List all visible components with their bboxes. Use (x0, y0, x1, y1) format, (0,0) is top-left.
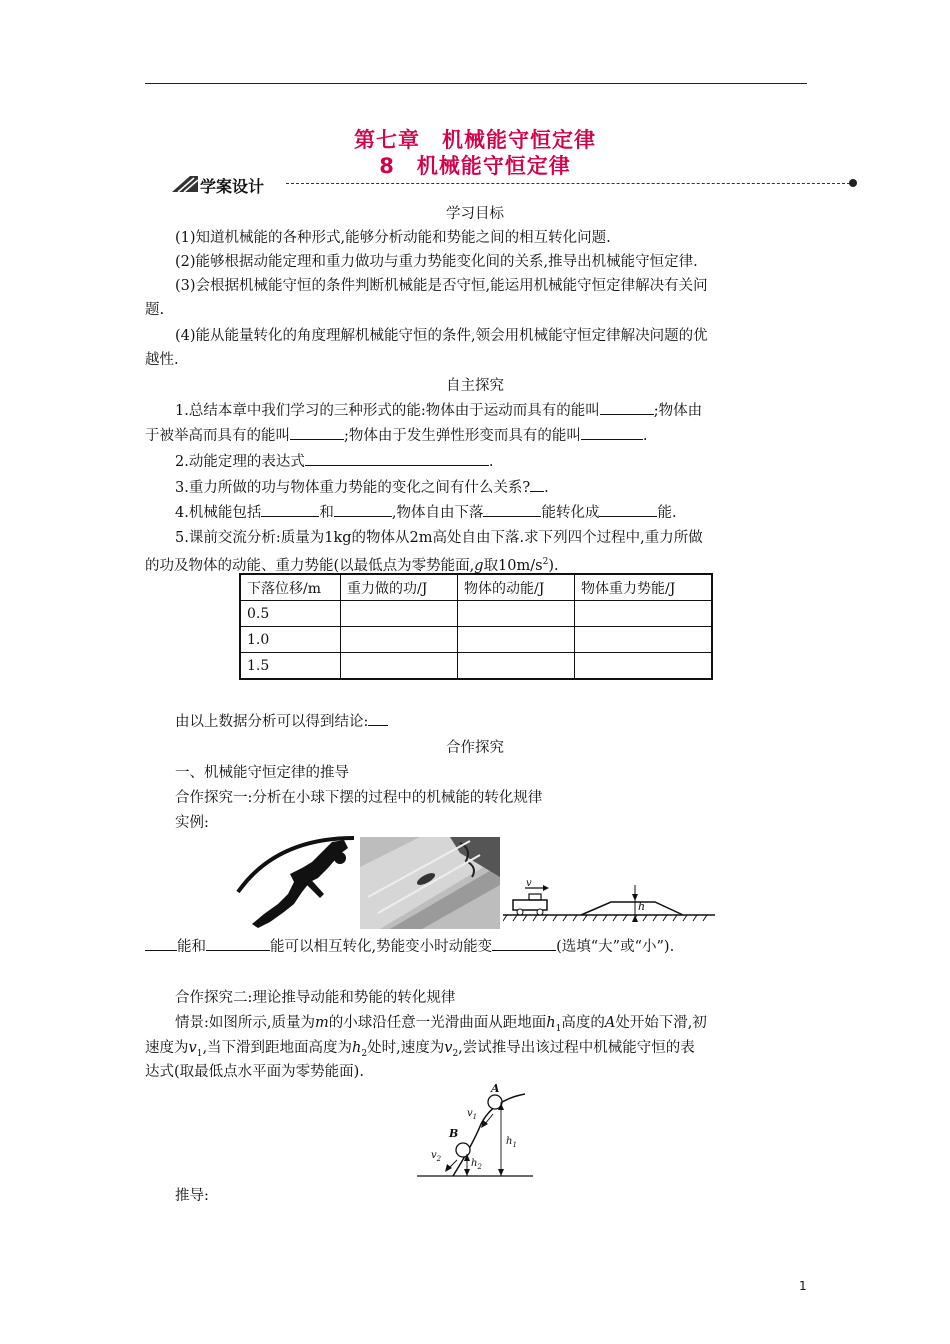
banner-dotted-rule (286, 183, 850, 184)
table-header: 下落位移/m (240, 574, 341, 601)
question-4: 4.机械能包括 和 ,物体自由下落 能转化成 能. (145, 501, 810, 525)
cart-hump-figure (503, 875, 718, 923)
label-B: B (449, 1127, 459, 1140)
part-1-heading: 一、机械能守恒定律的推导 (175, 765, 349, 781)
header-rule (145, 83, 807, 84)
table-cell: 1.0 (240, 627, 341, 653)
page-number: 1 (799, 1279, 807, 1293)
blank[interactable] (599, 502, 657, 517)
objective-3: (3)会根据机械能守恒的条件判断机械能是否守恒,能运用机械能守恒定律解决有关问 (175, 278, 708, 294)
scene-line1: 情景:如图所示,质量为m的小球沿任意一光滑曲面从距地面$h_1$高度的A处开始下滑,初 (175, 1015, 707, 1034)
example-label: 实例: (175, 815, 209, 831)
table-cell[interactable] (575, 601, 713, 627)
question-5-line2: 的功及物体的动能、重力势能(以最低点为零势能面,g取$10m/s^2$). (145, 557, 559, 574)
question-3: 3.重力所做的功与物体重力势能的变化之间有什么关系? . (145, 476, 810, 500)
table-cell[interactable] (341, 627, 458, 653)
label-v2: $v_2$ (431, 1150, 442, 1163)
table-header: 物体重力势能/J (575, 574, 713, 601)
blank[interactable] (483, 502, 541, 517)
table-cell: 0.5 (240, 601, 341, 627)
derive-label: 推导: (175, 1188, 209, 1204)
cooperation-heading: 合作探究 (446, 740, 504, 756)
label-v1: $v_1$ (467, 1108, 478, 1121)
fill-line: 能和 能可以相互转化,势能变小时动能变 (选填“大”或“小”). (145, 935, 810, 959)
question-2: 2.动能定理的表达式 . (145, 450, 810, 474)
table-cell[interactable] (575, 627, 713, 653)
label-A: A (491, 1082, 500, 1095)
ski-slope-photo (360, 837, 500, 929)
blank[interactable] (334, 502, 392, 517)
blank[interactable] (581, 425, 643, 440)
table-row (240, 653, 712, 680)
blank[interactable] (530, 477, 544, 492)
coop-1-text: 合作探究一:分析在小球下摆的过程中的机械能的转化规律 (175, 790, 543, 806)
question-1-line1: 1.总结本章中我们学习的三种形式的能:物体由于运动而具有的能叫 ;物体由 (145, 399, 810, 423)
blank[interactable] (261, 502, 319, 517)
table-header: 重力做的功/J (341, 574, 458, 601)
chapter-title: 第七章 机械能守恒定律 (354, 128, 596, 152)
section-title: 8 机械能守恒定律 (379, 154, 571, 178)
data-table (239, 573, 713, 680)
blank[interactable] (305, 451, 489, 466)
table-row (240, 627, 712, 653)
label-h2: $h_2$ (471, 1158, 482, 1171)
blank[interactable] (290, 425, 344, 440)
objective-1: (1)知道机械能的各种形式,能够分析动能和势能之间的相互转化问题. (175, 230, 611, 246)
objective-3-cont: 题. (145, 302, 165, 318)
table-header: 物体的动能/J (458, 574, 575, 601)
pole-vault-figure (236, 834, 358, 930)
label-h: h (638, 900, 646, 913)
table-cell: 1.5 (240, 653, 341, 680)
banner-end-dot (849, 179, 857, 187)
objective-4-cont: 越性. (145, 352, 179, 368)
table-cell[interactable] (458, 601, 575, 627)
blank[interactable] (492, 936, 556, 951)
objective-2: (2)能够根据动能定理和重力做功与重力势能变化间的关系,推导出机械能守恒定律. (175, 254, 698, 270)
conclusion-line: 由以上数据分析可以得到结论: (145, 710, 810, 734)
objectives-heading: 学习目标 (446, 206, 504, 222)
table-cell[interactable] (458, 627, 575, 653)
scene-line2: 速度为$v_1$,当下滑到距地面高度为$h_2$处时,速度为$v_2$,尝试推导出该过程中机械能守恒的表 (145, 1040, 695, 1059)
coop-2-text: 合作探究二:理论推导动能和势能的转化规律 (175, 990, 456, 1006)
self-study-heading: 自主探究 (446, 378, 504, 394)
banner-stripes-icon (172, 174, 198, 194)
objective-4: (4)能从能量转化的角度理解机械能守恒的条件,领会用机械能守恒定律解决问题的优 (175, 328, 708, 344)
table-cell[interactable] (341, 601, 458, 627)
blank[interactable] (368, 711, 388, 726)
table-cell[interactable] (575, 653, 713, 680)
table-cell[interactable] (458, 653, 575, 680)
table-row (240, 601, 712, 627)
blank[interactable] (145, 936, 177, 951)
blank[interactable] (600, 400, 654, 415)
label-v: v (526, 878, 532, 889)
blank[interactable] (206, 936, 270, 951)
table-header-row (240, 574, 712, 601)
table-cell[interactable] (341, 653, 458, 680)
label-h1: $h_1$ (506, 1136, 517, 1149)
question-5-line1: 5.课前交流分析:质量为1kg的物体从2m高处自由下落.求下列四个过程中,重力所做 (175, 530, 703, 546)
question-1-line2: 于被举高而具有的能叫 ;物体由于发生弹性形变而具有的能叫 . (145, 424, 810, 448)
scene-line3: 达式(取最低点水平面为零势能面). (145, 1064, 364, 1080)
banner-label: 学案设计 (200, 177, 265, 196)
